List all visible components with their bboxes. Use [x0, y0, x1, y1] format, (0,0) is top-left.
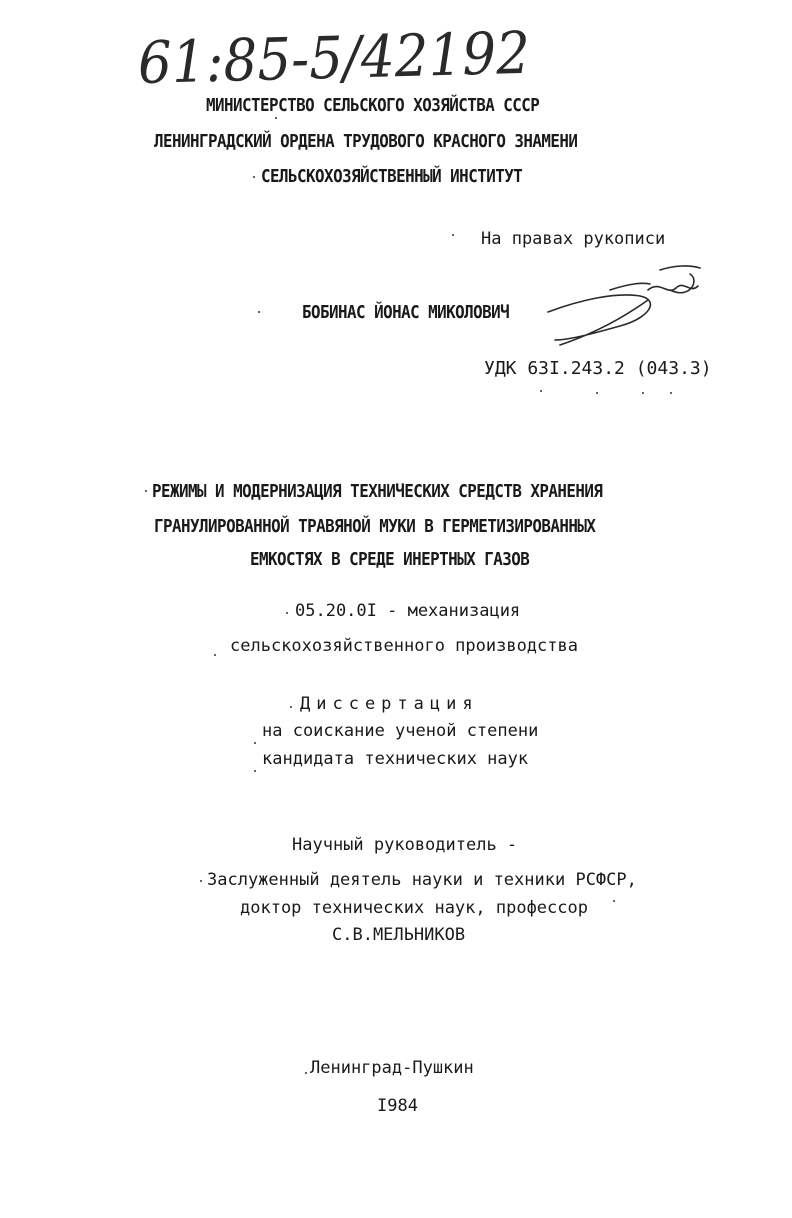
title-line2: ГРАНУЛИРОВАННОЙ ТРАВЯНОЙ МУКИ В ГЕРМЕТИЗИРОВАННЫХ	[154, 516, 596, 537]
degree-line2: кандидата технических наук	[262, 749, 529, 769]
title-line1: РЕЖИМЫ И МОДЕРНИЗАЦИЯ ТЕХНИЧЕСКИХ СРЕДСТВ ХРАНЕНИЯ	[152, 481, 603, 502]
year: I984	[377, 1096, 418, 1116]
scan-speck	[258, 311, 260, 313]
scan-speck	[145, 490, 147, 492]
udc-code: УДК 63I.243.2 (043.3)	[484, 358, 712, 379]
scan-speck	[286, 612, 288, 614]
city: Ленинград-Пушкин	[310, 1058, 474, 1078]
specialty-name: сельскохозяйственного производства	[230, 636, 578, 656]
scan-speck	[290, 706, 292, 708]
author-name: БОБИНАС ЙОНАС МИКОЛОВИЧ	[302, 302, 510, 323]
specialty-code: 05.20.0I - механизация	[295, 601, 521, 621]
archive-number-text: 61:85-5/42192	[137, 17, 567, 98]
scan-speck	[254, 742, 256, 744]
institute-name-line1: ЛЕНИНГРАДСКИЙ ОРДЕНА ТРУДОВОГО КРАСНОГО ЗНАМЕНИ	[154, 131, 578, 152]
scan-speck	[200, 880, 202, 882]
degree-line1: на соискание ученой степени	[262, 721, 539, 741]
supervisor-degree: доктор технических наук, профессор	[240, 898, 588, 918]
supervisor-label: Научный руководитель -	[292, 835, 518, 855]
title-line3: ЕМКОСТЯХ В СРЕДЕ ИНЕРТНЫХ ГАЗОВ	[250, 549, 530, 570]
supervisor-name: С.В.МЕЛЬНИКОВ	[332, 925, 466, 945]
supervisor-title: Заслуженный деятель науки и техники РСФСР,	[207, 870, 637, 890]
scan-speck	[305, 1072, 307, 1074]
dissertation-label: Диссертация	[300, 694, 479, 714]
scan-speck	[670, 392, 672, 394]
author-signature	[0, 0, 792, 400]
rights-note: На правах рукописи	[481, 229, 666, 249]
institute-name-line2: СЕЛЬСКОХОЗЯЙСТВЕННЫЙ ИНСТИТУТ	[261, 166, 523, 187]
scan-speck	[613, 900, 615, 902]
scan-speck	[452, 234, 454, 236]
scan-speck	[253, 176, 255, 178]
scan-speck	[642, 392, 644, 394]
scan-speck	[214, 654, 216, 656]
scan-speck	[275, 117, 277, 119]
scan-speck	[254, 770, 256, 772]
scan-speck	[596, 392, 598, 394]
ministry-name: МИНИСТЕРСТВО СЕЛЬСКОГО ХОЗЯЙСТВА СССР	[206, 95, 540, 116]
scan-speck	[540, 390, 542, 392]
